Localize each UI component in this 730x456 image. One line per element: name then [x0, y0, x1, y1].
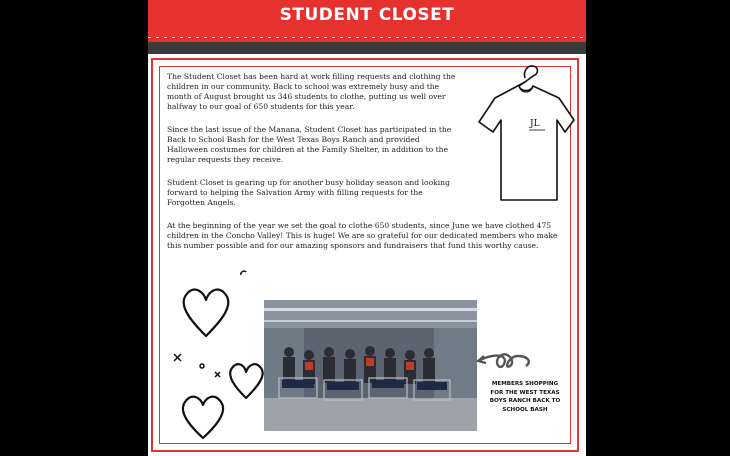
dark-divider [148, 42, 586, 54]
paragraph-3: Student Closet is gearing up for another busy holiday season and looking forward to helping the Salvation Army with filling requests for the Forgotten Angels. [167, 178, 450, 207]
t-shirt-on-hanger-icon [475, 60, 575, 210]
page-title: STUDENT CLOSET [279, 5, 455, 25]
paragraph-4: At the beginning of the year we set the goal to clothe 650 students, since June we have clothed 475 children in the Concho Valley! This is huge! We are so grateful for our dedicated members who make this number possible and for our amazing sponsors and fundraisers that fund this worthy cause. [167, 221, 558, 250]
paragraph-2: Since the last issue of the Manana, Student Closet has participated in the Back to School Bash for the West Texas Boys Ranch and provided Halloween costumes for children at the Family Shelter, in addition to the regular requests they receive. [167, 125, 452, 164]
newsletter-page [148, 0, 586, 456]
shirt-monogram: JL [530, 119, 540, 129]
photo-caption: MEMBERS SHOPPING FOR THE WEST TEXAS BOYS RANCH BACK TO SCHOOL BASH [489, 381, 561, 413]
paragraph-1: The Student Closet has been hard at work filling requests and clothing the children in our community. Back to school was extremely busy and the month of August brought us 346 students to clothe, putting us well over halfway to our goal of 650 students for this year. [167, 72, 456, 111]
dashed-divider [148, 33, 586, 42]
members-shopping-photo [264, 300, 477, 431]
